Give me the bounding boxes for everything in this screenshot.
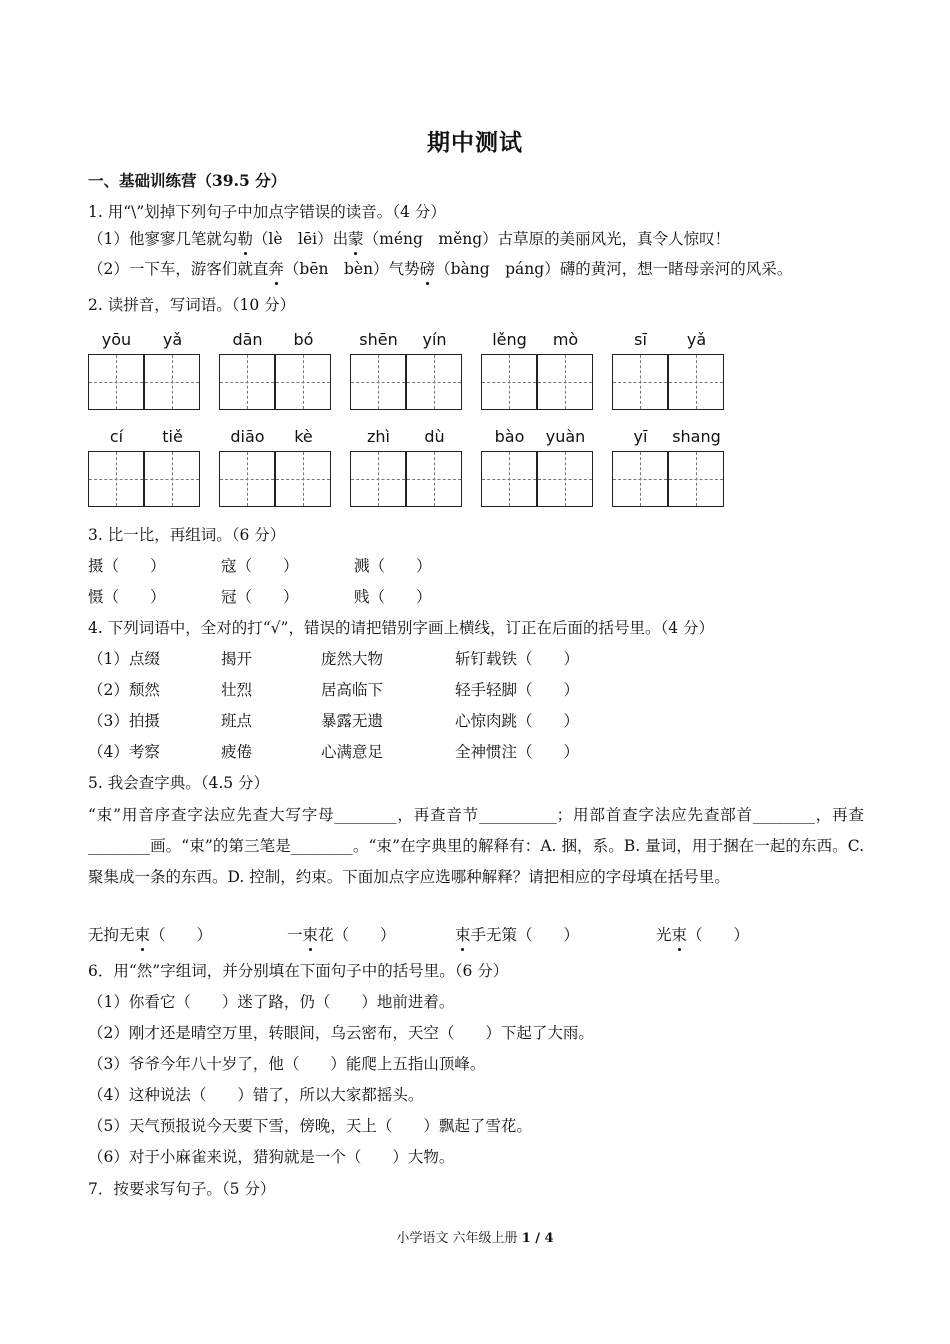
- writing-box[interactable]: [481, 354, 537, 410]
- q4-prompt: 4. 下列词语中，全对的打“√”，错误的请把错别字画上横线，订正在后面的括号里。（4 分）: [88, 619, 714, 637]
- word-item: 心满意足: [321, 743, 384, 761]
- text-run: 花（ ）: [318, 926, 396, 944]
- pinyin-label: tiě: [162, 427, 183, 446]
- q7-prompt: 7．按要求写句子。（5 分）: [88, 1180, 276, 1198]
- writing-box[interactable]: [88, 354, 144, 410]
- compare-item[interactable]: 溅（ ）: [354, 557, 432, 575]
- text-run: 一: [287, 926, 303, 944]
- writing-box[interactable]: [144, 451, 200, 507]
- q5-item[interactable]: [455, 925, 579, 945]
- word-item: 居高临下: [321, 681, 384, 699]
- word-item: 揭开: [221, 650, 253, 668]
- q5-prompt: 5. 我会查字典。（4.5 分）: [88, 774, 270, 792]
- pinyin-label: yōu: [101, 330, 132, 349]
- q5-item[interactable]: [287, 925, 396, 945]
- word-item: 疲倦: [221, 743, 253, 761]
- page-number: 1 / 4: [521, 1231, 554, 1246]
- q6-sentence[interactable]: （5）天气预报说今天要下雪，傍晚，天上（ ）飘起了雪花。: [88, 1117, 532, 1135]
- page-footer: [0, 1227, 950, 1246]
- pinyin-label: shang: [672, 427, 721, 446]
- q1-prompt: 1. 用“\”划掉下列句子中加点字错误的读音。（4 分）: [88, 203, 446, 221]
- section-heading: 一、基础训练营（39.5 分）: [88, 171, 287, 190]
- q6-sentence[interactable]: （4）这种说法（ ）错了，所以大家都摇头。: [88, 1086, 424, 1104]
- pinyin-label: mò: [552, 330, 579, 349]
- compare-item[interactable]: 贱（ ）: [354, 588, 432, 606]
- pinyin-label: yuàn: [545, 427, 586, 446]
- q5-paragraph: “束”用音序查字法应先查大写字母________，再查音节__________；用部首查字法应先查部首________，再查________画。“束”的第三笔是________。“束”在字典里的解释有：A. 捆，系。B. 量词，用于捆在一起的东西。C. 聚集成一条的东西。D. 控制，约束。下面加点字应选哪种解释？请把相应的字母填在括号里。: [88, 806, 864, 886]
- q6-sentence[interactable]: （2）刚才还是晴空万里，转眼间，乌云密布，天空（ ）下起了大雨。: [88, 1024, 594, 1042]
- writing-box[interactable]: [144, 354, 200, 410]
- pinyin-label: zhì: [367, 427, 390, 446]
- compare-item[interactable]: 慑（ ）: [88, 588, 166, 606]
- writing-box[interactable]: [406, 354, 462, 410]
- q3-prompt: 3. 比一比，再组词。（6 分）: [88, 526, 286, 544]
- pinyin-label: kè: [294, 427, 313, 446]
- text-run: 光: [656, 926, 672, 944]
- writing-box[interactable]: [668, 354, 724, 410]
- word-item[interactable]: 斩钉载铁（ ）: [455, 650, 580, 668]
- q6-sentence[interactable]: （6）对于小麻雀来说，猎狗就是一个（ ）大物。: [88, 1148, 455, 1166]
- footer-text: 小学语文 六年级上册: [396, 1231, 522, 1246]
- text-run: （bàng páng）礴的黄河，想一睹母亲河的风采。: [435, 260, 793, 278]
- text-run: （bēn bèn）气势: [283, 260, 420, 278]
- pinyin-label: lěng: [492, 330, 527, 349]
- pinyin-label: sī: [634, 330, 647, 349]
- page-title: 期中测试: [427, 129, 523, 156]
- pinyin-label: yǎ: [686, 330, 707, 349]
- text-run: 无拘无: [88, 926, 135, 944]
- writing-box[interactable]: [275, 451, 331, 507]
- word-item[interactable]: 全神惯注（ ）: [455, 743, 580, 761]
- writing-box[interactable]: [350, 451, 406, 507]
- pinyin-label: diāo: [230, 427, 265, 446]
- pinyin-label: yín: [422, 330, 447, 349]
- dotted-char: 奔: [268, 260, 284, 278]
- pinyin-label: cí: [109, 427, 124, 446]
- dotted-char: 蒙: [348, 230, 364, 248]
- q6-sentence[interactable]: （3）爷爷今年八十岁了，他（ ）能爬上五指山顶峰。: [88, 1055, 486, 1073]
- q6-prompt: 6．用“然”字组词，并分别填在下面句子中的括号里。（6 分）: [88, 962, 509, 980]
- q1-sentence-2: [88, 259, 792, 279]
- pinyin-label: bào: [494, 427, 525, 446]
- word-item: （1）点缀: [88, 650, 160, 668]
- word-item: （4）考察: [88, 743, 160, 761]
- pinyin-label: bó: [293, 330, 314, 349]
- text-run: （1）他寥寥几笔就勾: [88, 230, 238, 248]
- dotted-char: 束: [134, 926, 151, 944]
- dotted-char: 磅: [419, 260, 436, 278]
- writing-box[interactable]: [537, 354, 593, 410]
- dotted-char: 束: [302, 926, 319, 944]
- compare-item[interactable]: 寇（ ）: [221, 557, 299, 575]
- word-item: 壮烈: [221, 681, 253, 699]
- dotted-char: 束: [455, 926, 471, 944]
- writing-box[interactable]: [219, 354, 275, 410]
- text-run: （méng měng）古草原的美丽风光，真令人惊叹！: [363, 230, 731, 248]
- q5-item[interactable]: [88, 925, 212, 945]
- pinyin-label: yī: [633, 427, 648, 446]
- text-run: （2）一下车，游客们就直: [88, 260, 269, 278]
- writing-box[interactable]: [350, 354, 406, 410]
- writing-box[interactable]: [481, 451, 537, 507]
- pinyin-label: dù: [424, 427, 445, 446]
- pinyin-label: shēn: [359, 330, 398, 349]
- text-run: （lè lēi）出: [252, 230, 349, 248]
- text-run: （ ）: [687, 926, 750, 944]
- pinyin-label: yǎ: [162, 330, 183, 349]
- writing-box[interactable]: [668, 451, 724, 507]
- dotted-char: 束: [671, 926, 688, 944]
- writing-box[interactable]: [612, 354, 668, 410]
- word-item: （3）拍摄: [88, 712, 160, 730]
- word-item[interactable]: 轻手轻脚（ ）: [455, 681, 580, 699]
- writing-box[interactable]: [219, 451, 275, 507]
- word-item: （2）颓然: [88, 681, 160, 699]
- word-item[interactable]: 心惊肉跳（ ）: [455, 712, 580, 730]
- writing-box[interactable]: [406, 451, 462, 507]
- q5-item[interactable]: [656, 925, 749, 945]
- text-run: （ ）: [150, 926, 213, 944]
- word-item: 庞然大物: [321, 650, 384, 668]
- writing-box[interactable]: [88, 451, 144, 507]
- q2-prompt: 2. 读拼音，写词语。（10 分）: [88, 296, 296, 314]
- word-item: 暴露无遗: [321, 712, 384, 730]
- writing-box[interactable]: [537, 451, 593, 507]
- dotted-char: 勒: [237, 230, 253, 248]
- compare-item[interactable]: 摄（ ）: [88, 557, 166, 575]
- text-run: 手无策（ ）: [470, 926, 580, 944]
- compare-item[interactable]: 冠（ ）: [221, 588, 299, 606]
- word-item: 班点: [221, 712, 253, 730]
- q6-sentence[interactable]: （1）你看它（ ）迷了路，仍（ ）地前进着。: [88, 993, 455, 1011]
- q1-sentence-1: [88, 229, 730, 249]
- writing-box[interactable]: [612, 451, 668, 507]
- pinyin-label: dān: [232, 330, 263, 349]
- writing-box[interactable]: [275, 354, 331, 410]
